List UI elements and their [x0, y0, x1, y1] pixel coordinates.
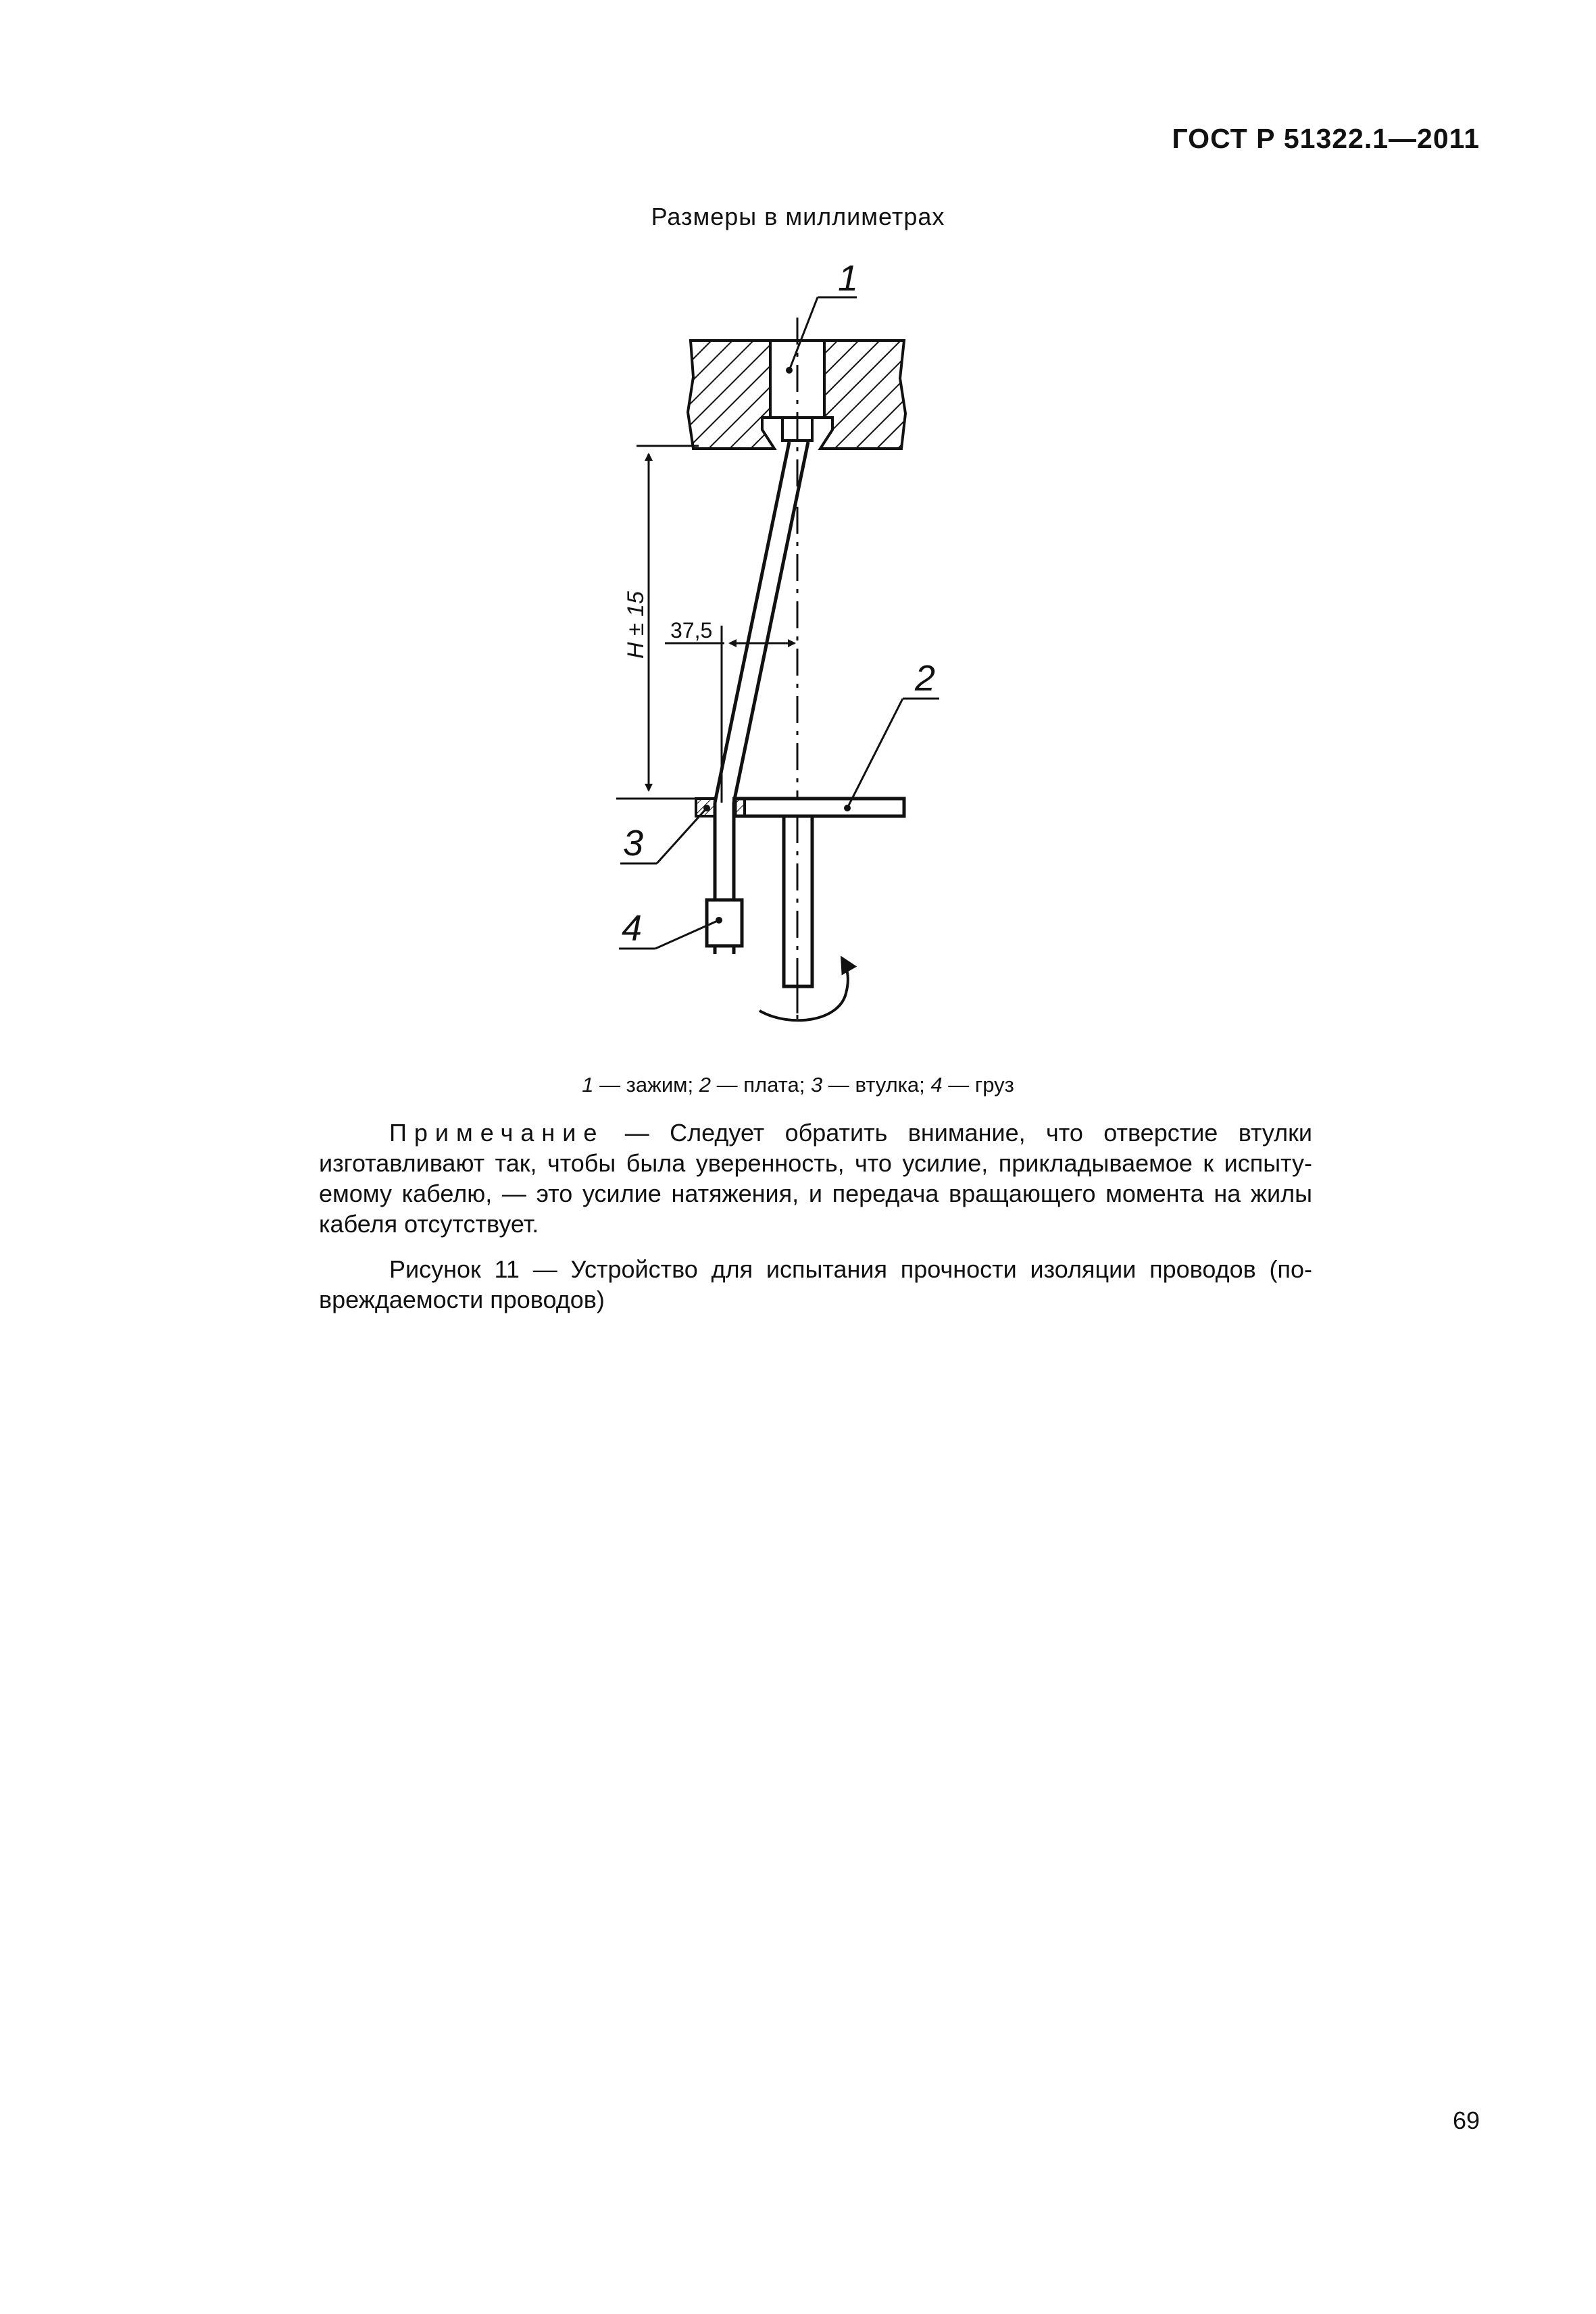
page-number: 69: [1452, 2107, 1480, 2134]
callout-2: 2: [915, 658, 936, 699]
callout-4: 4: [622, 908, 643, 949]
callout-1: 1: [838, 258, 859, 299]
note-paragraph: [319, 1117, 1312, 1239]
note-text: — Следует обратить внимание, что отверстие втулки изготавливают так, чтобы была уверенность, что усилие, прикладываемое к испыту-емому кабелю, — это усилие натяжения, и передача вращающего момента на жилы кабеля отсутствует.: [319, 1119, 1312, 1238]
figure-caption: Рисунок 11 — Устройство для испытания прочности изоляции проводов (по-вреждаемости проводов): [319, 1255, 1312, 1313]
figure-legend: 1 — зажим; 2 — плата; 3 — втулка; 4 — груз: [582, 1073, 1014, 1097]
offset-dimension-label: 37,5: [670, 618, 713, 643]
document-standard-number: ГОСТ Р 51322.1—2011: [1172, 123, 1480, 154]
callout-3: 3: [623, 823, 644, 863]
offset-dimension: [665, 626, 795, 803]
units-note: Размеры в миллиметрах: [651, 203, 945, 230]
height-dimension-label: H ± 15: [623, 591, 649, 659]
note-label: Примечание: [389, 1119, 605, 1147]
plate: [735, 799, 904, 816]
